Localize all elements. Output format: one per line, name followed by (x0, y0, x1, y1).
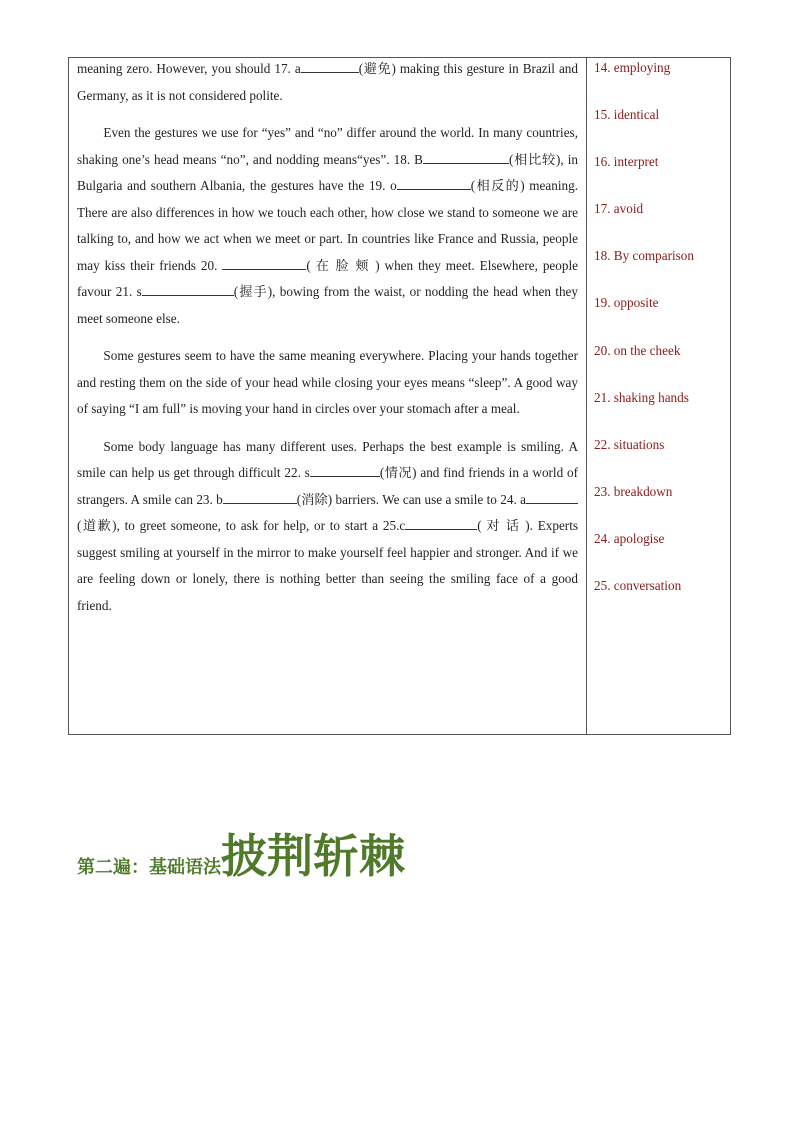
exercise-table (68, 57, 731, 735)
paragraph-4 (77, 434, 578, 620)
answer-key-item: 18. By comparison (594, 248, 694, 264)
answer-blank-22[interactable] (310, 462, 380, 477)
answer-key-item: 14. employing (594, 60, 671, 75)
answer-key-item: 16. interpret (594, 154, 659, 170)
answer-key-item: 20. on the cheek (594, 342, 681, 358)
paragraph-text: ( 对 话 ). Experts suggest smiling at yourself in the mirror to make yourself feel happier and stronger. And if we are feeling down or lonely, there is nothing better than seeing the smiling face of a good friend. (77, 518, 578, 613)
answer-blank-17[interactable] (301, 58, 359, 73)
answer-key-item: 21. shaking hands (594, 389, 689, 405)
paragraph-text: Some body language has many different uses. Perhaps the best example is smiling. A smile can help us get through difficult 22. s (77, 438, 578, 480)
paragraph-2 (77, 120, 578, 332)
paragraph-text: (消除) barriers. We can use a smile to 24. a (296, 491, 526, 507)
paragraph-text: meaning zero. However, you should 17. a (77, 61, 301, 76)
paragraph-text: Even the gestures we use for “yes” and “no” differ around the world. In many countries, shaking one’s head means “no”, and nodding means“yes”. 18. B (77, 125, 578, 167)
passage-column (69, 58, 587, 734)
paragraph-text: ( 在 脸 颊 ) when they meet. Elsewhere, people favour 21. s (77, 257, 578, 299)
paragraph-text: (相比较), in Bulgaria and southern Albania, the gestures have the 19. o (77, 151, 578, 193)
answer-key-item: 23. breakdown (594, 483, 673, 499)
answer-key-column (587, 58, 730, 734)
answer-blank-23[interactable] (223, 489, 297, 504)
paragraph-text: (避免) making this gesture in Brazil and Germany, as it is not considered polite. (77, 61, 578, 103)
answer-key-item: 15. identical (594, 107, 660, 123)
answer-blank-25[interactable] (405, 515, 477, 530)
paragraph-3: Some gestures seem to have the same meaning everywhere. Placing your hands together and resting them on the side of your head while closing your eyes means “sleep”. A good way of saying “I am full” is moving your hand in circles over your stomach after a meal. (77, 348, 578, 416)
section-heading-title: 披荆斩棘 (221, 829, 405, 883)
answer-key-item: 22. situations (594, 436, 665, 452)
answer-blank-21[interactable] (142, 281, 234, 296)
answer-blank-24[interactable] (526, 489, 578, 504)
answer-blank-19[interactable] (397, 175, 471, 190)
paragraph-text: (情况) and find friends in a world of strangers. A smile can 23. b (77, 465, 578, 507)
answer-blank-18[interactable] (423, 149, 509, 164)
paragraph-1 (77, 56, 578, 109)
answer-blank-20[interactable] (222, 255, 306, 270)
answer-key-item: 24. apologise (594, 530, 665, 546)
answer-key-item: 19. opposite (594, 295, 659, 311)
answer-key-item: 17. avoid (594, 201, 644, 217)
paragraph-text: (相反的) meaning. There are also differences in how we touch each other, how close we stand to someone we are talking to, and how we act when we meet or part. In countries like France and Russia, people may kiss their friends 20. (77, 178, 578, 273)
section-heading (77, 830, 405, 882)
paragraph-text: (道歉), to greet someone, to ask for help, or to start a 25.c (77, 518, 406, 533)
section-heading-label: 第二遍：基础语法 (77, 857, 221, 878)
paragraph-text: (握手), bowing from the waist, or nodding the head when they meet someone else. (77, 284, 578, 326)
answer-key-item: 25. conversation (594, 578, 682, 594)
